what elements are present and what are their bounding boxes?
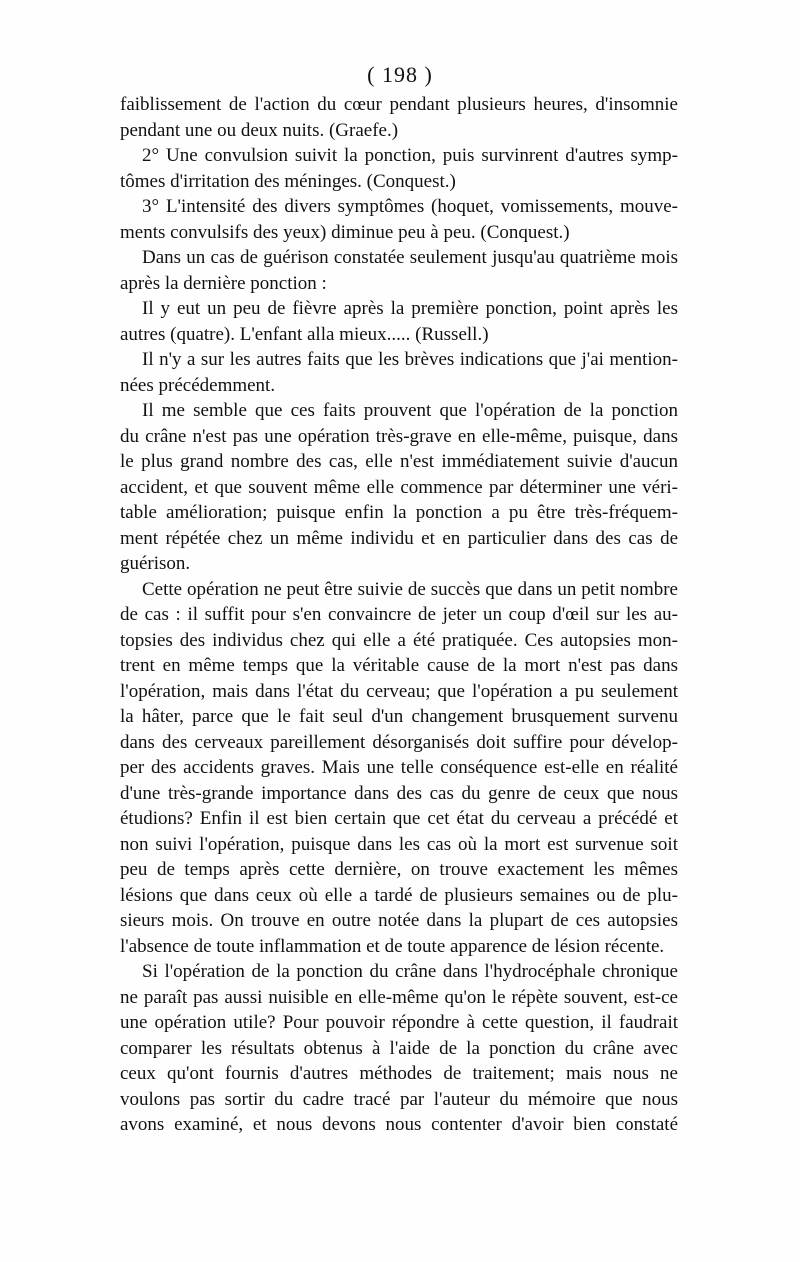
page-number: ( 198 )	[367, 62, 433, 87]
text-line: du crâne n'est pas une opération très-grave en elle-même, puisque, dans	[120, 425, 678, 447]
text-line: Si l'opération de la ponction du crâne dans l'hydrocéphale chronique	[142, 961, 678, 982]
text-line: l'opération, mais dans l'état du cerveau; que l'opération a pu seulement	[120, 680, 678, 702]
text-line: Dans un cas de guérison constatée seulement jusqu'au quatrième mois	[142, 247, 678, 268]
text-line: per des accidents graves. Mais une telle conséquence est-elle en réalité	[120, 757, 678, 778]
text-line: voulons pas sortir du cadre tracé par l'auteur du mémoire que nous	[120, 1088, 678, 1110]
text-line: de cas : il suffit pour s'en convaincre de jeter un coup d'œil sur les au-	[120, 604, 678, 625]
text-line: avons examiné, et nous devons nous contenter d'avoir bien constaté	[120, 1114, 678, 1135]
text-line: table amélioration; puisque enfin la ponction a pu être très-fréquem-	[120, 502, 678, 523]
text-line: d'une très-grande importance dans des cas du genre de ceux que nous	[120, 782, 678, 804]
text-line: le plus grand nombre des cas, elle n'est immédiatement suivie d'aucun	[120, 451, 678, 472]
text-line: 2° Une convulsion suivit la ponction, puis survinrent d'autres symp-	[142, 145, 678, 166]
text-line: peu de temps après cette dernière, on trouve exactement les mêmes	[120, 859, 678, 880]
text-line: étudions? Enfin il est bien certain que cet état du cerveau a précédé et	[120, 808, 678, 829]
body-text	[120, 92, 678, 1138]
text-line: la hâter, parce que le fait seul d'un changement brusquement survenu	[120, 706, 678, 727]
text-line: Il y eut un peu de fièvre après la première ponction, point après les	[142, 298, 678, 319]
text-line: ments convulsifs des yeux) diminue peu à peu. (Conquest.)	[120, 221, 570, 243]
text-line: topsies des individus chez qui elle a été pratiquée. Ces autopsies mon-	[120, 629, 678, 651]
text-line: autres (quatre). L'enfant alla mieux..... (Russell.)	[120, 323, 489, 345]
text-line: Il me semble que ces faits prouvent que l'opération de la ponction	[142, 400, 678, 421]
text-line: guérison.	[120, 553, 191, 574]
text-line: faiblissement de l'action du cœur pendant plusieurs heures, d'insomnie	[120, 94, 678, 115]
text-line: l'absence de toute inflammation et de toute apparence de lésion récente.	[120, 935, 665, 957]
text-line: tômes d'irritation des méninges. (Conquest.)	[120, 170, 456, 192]
text-line: lésions que dans ceux où elle a tardé de plusieurs semaines ou de plu-	[120, 884, 678, 906]
text-line: comparer les résultats obtenus à l'aide de la ponction du crâne avec	[120, 1037, 678, 1059]
text-line: une opération utile? Pour pouvoir répondre à cette question, il faudrait	[120, 1012, 678, 1033]
text-line: Cette opération ne peut être suivie de succès que dans un petit nombre	[142, 578, 678, 600]
text-line: pendant une ou deux nuits. (Graefe.)	[120, 119, 399, 141]
text-line: ment répétée chez un même individu et en particulier dans des cas de	[120, 527, 678, 549]
text-line: ceux qu'ont fournis d'autres méthodes de traitement; mais nous ne	[120, 1063, 678, 1084]
text-line: ne paraît pas aussi nuisible en elle-même qu'on le répète souvent, est-ce	[120, 986, 678, 1008]
text-line: trent en même temps que la véritable cause de la mort n'est pas dans	[120, 655, 678, 676]
text-line: Il n'y a sur les autres faits que les brèves indications que j'ai mention-	[142, 349, 678, 370]
text-line: dans des cerveaux pareillement désorganisés doit suffire pour dévelop-	[120, 731, 678, 753]
text-line: non suivi l'opération, puisque dans les cas où la mort est survenue soit	[120, 833, 678, 855]
text-line: nées précédemment.	[120, 374, 276, 396]
text-line: après la dernière ponction :	[120, 272, 327, 294]
text-line: accident, et que souvent même elle commence par déterminer une véri-	[120, 476, 678, 498]
text-line: sieurs mois. On trouve en outre notée dans la plupart de ces autopsies	[120, 910, 678, 931]
text-line: 3° L'intensité des divers symptômes (hoquet, vomissements, mouve-	[142, 196, 678, 217]
